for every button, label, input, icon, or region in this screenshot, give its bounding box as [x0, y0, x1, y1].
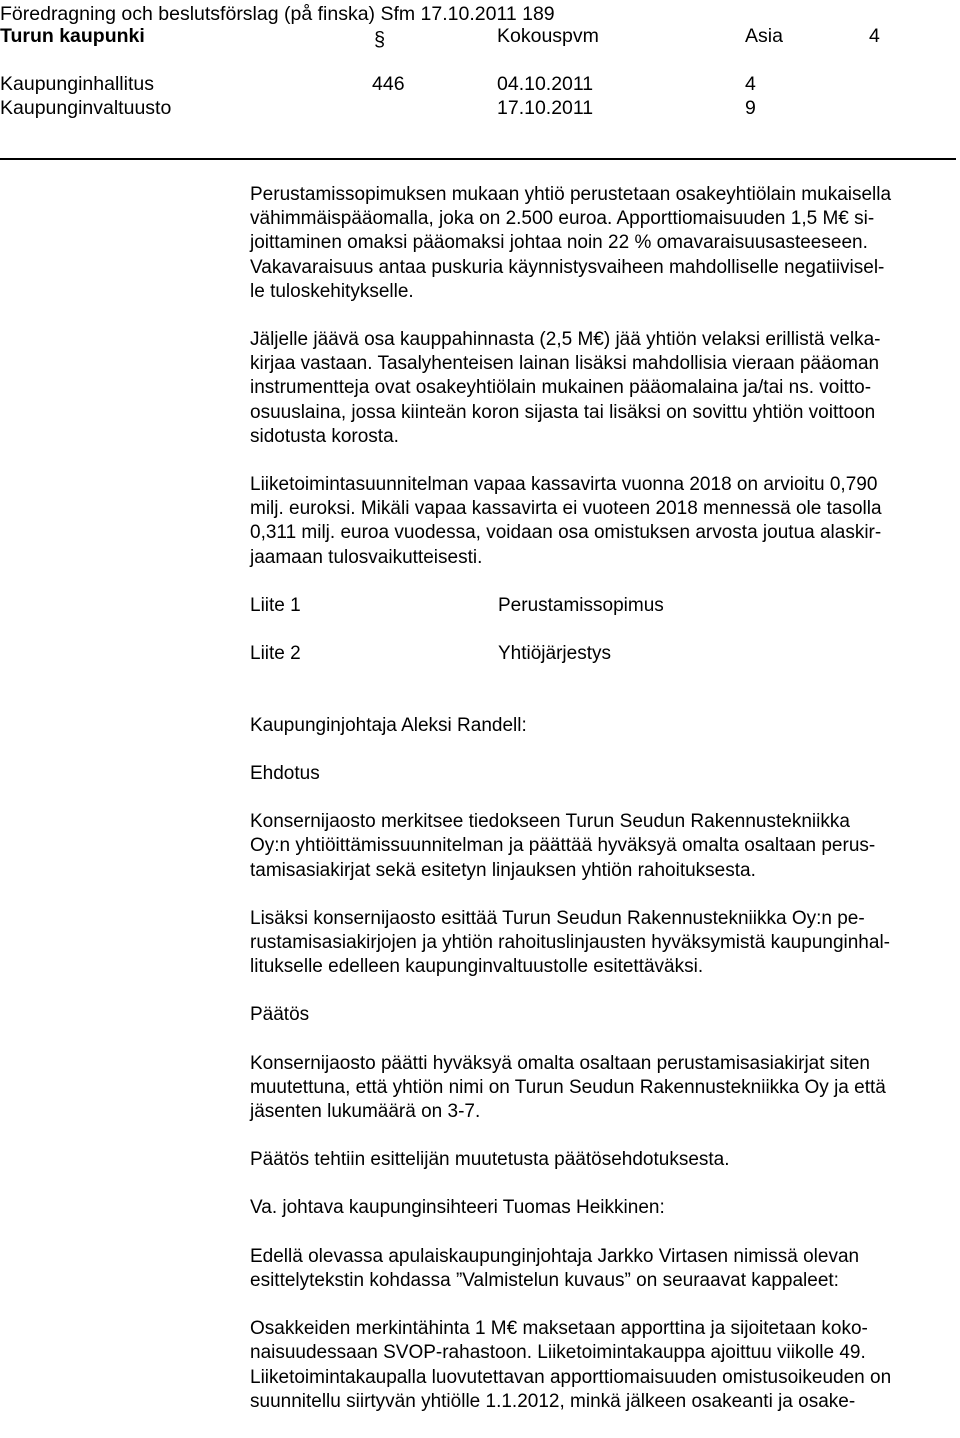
header-title-line: Föredragning och beslutsförslag (på finska) Sfm 17.10.2011 189	[0, 3, 555, 25]
header-row-item: 9	[745, 97, 756, 119]
paatos-paragraph: Päätös tehtiin esittelijän muutetusta päätösehdotuksesta.	[250, 1149, 730, 1171]
header-divider	[0, 158, 956, 160]
body-paragraph: Jäljelle jäävä osa kauppahinnasta (2,5 M€) jää yhtiön velaksi erillistä velka- kirjaa vastaan. Tasalyhenteisen lainan lisäksi mahdollisia vieraan pääoman instrumentteja ovat osakeyhtiölain mukainen pääomalaina ja/tai ns. voitto- osuuslaina, jossa kiinteän koron sijasta tai lisäksi on sovittu yhtiön voittoon sidotusta korosta.	[250, 329, 881, 447]
paatos-heading: Päätös	[250, 1004, 310, 1026]
document-header	[0, 0, 960, 160]
header-meeting-label: Kokouspvm	[497, 25, 599, 47]
header-row-date: 04.10.2011	[497, 73, 594, 95]
header-row-body: Kaupunginvaltuusto	[0, 97, 172, 119]
speaker-line: Va. johtava kaupunginsihteeri Tuomas Heikkinen:	[250, 1197, 665, 1219]
header-item-number: 4	[869, 25, 880, 47]
body-paragraph: Perustamissopimuksen mukaan yhtiö perustetaan osakeyhtiölain mukaisella vähimmäispääomalla, joka on 2.500 euroa. Apporttiomaisuuden 1,5 M€ si- joittaminen omaksi pääomaksi johtaa noin 22 % omavaraisuusasteeseen. Vakavaraisuus antaa puskuria käynnistysvaiheen mahdolliselle negatiivisel- le tuloskehitykselle.	[250, 184, 892, 302]
section-sign-icon: §	[374, 29, 386, 51]
body-paragraph: Liiketoimintasuunnitelman vapaa kassavirta vuonna 2018 on arvioitu 0,790 milj. euroksi. Mikäli vapaa kassavirta ei vuoteen 2018 mennessä ole tasolla 0,311 milj. euroa vuodessa, voidaan osa omistuksen arvosta joutua alaskir- jaamaan tulosvaikutteisesti.	[250, 474, 882, 568]
closing-paragraph: Edellä olevassa apulaiskaupunginjohtaja Jarkko Virtasen nimissä olevan esittelytekstin kohdassa ”Valmistelun kuvaus” on seuraavat kappaleet:	[250, 1245, 860, 1291]
attachment-label: Liite 1	[250, 594, 301, 616]
attachment-label: Liite 2	[250, 642, 301, 664]
document-body	[250, 183, 960, 1438]
ehdotus-heading: Ehdotus	[250, 763, 320, 785]
closing-paragraph: Osakkeiden merkintähinta 1 M€ maksetaan apporttina ja sijoitetaan koko- naisuudessaan SVOP-rahastoon. Liiketoimintakauppa ajoittuu viikolle 49. Liiketoimintakaupalla luovutettavan apporttiomaisuuden omistusoikeuden on suunnitellu siirtyvän yhtiölle 1.1.2012, minkä jälkeen osakeanti ja osake-	[250, 1318, 892, 1412]
ehdotus-paragraph: Lisäksi konsernijaosto esittää Turun Seudun Rakennustekniikka Oy:n pe- rustamisasiakirjojen ja yhtiön rahoituslinjausten hyväksymistä kaupunginhal- litukselle edelleen kaupunginvaltuustolle esitettäväksi.	[250, 907, 890, 978]
attachment-title: Perustamissopimus	[498, 594, 664, 616]
attachment-row	[250, 594, 960, 618]
paatos-paragraph: Konsernijaosto päätti hyväksyä omalta osaltaan perustamisasiakirjat siten muutettuna, että yhtiön nimi on Turun Seudun Rakennustekniikka Oy ja että jäsenten lukumäärä on 3-7.	[250, 1052, 886, 1123]
ehdotus-paragraph: Konsernijaosto merkitsee tiedokseen Turun Seudun Rakennustekniikka Oy:n yhtiöittämissuunnitelman ja päättää hyväksyä omalta osaltaan perus- tamisasiakirjat sekä esitetyn linjauksen yhtiön rahoituksesta.	[250, 811, 876, 881]
header-row-date: 17.10.2011	[497, 97, 594, 119]
header-row-item: 4	[745, 73, 756, 95]
header-city: Turun kaupunki	[0, 25, 145, 47]
header-row-body: Kaupunginhallitus	[0, 73, 154, 95]
proposal-by: Kaupunginjohtaja Aleksi Randell:	[250, 714, 527, 736]
attachment-title: Yhtiöjärjestys	[498, 642, 611, 664]
header-item-label: Asia	[745, 25, 783, 47]
header-row-number: 446	[372, 73, 405, 95]
attachment-row	[250, 642, 960, 666]
